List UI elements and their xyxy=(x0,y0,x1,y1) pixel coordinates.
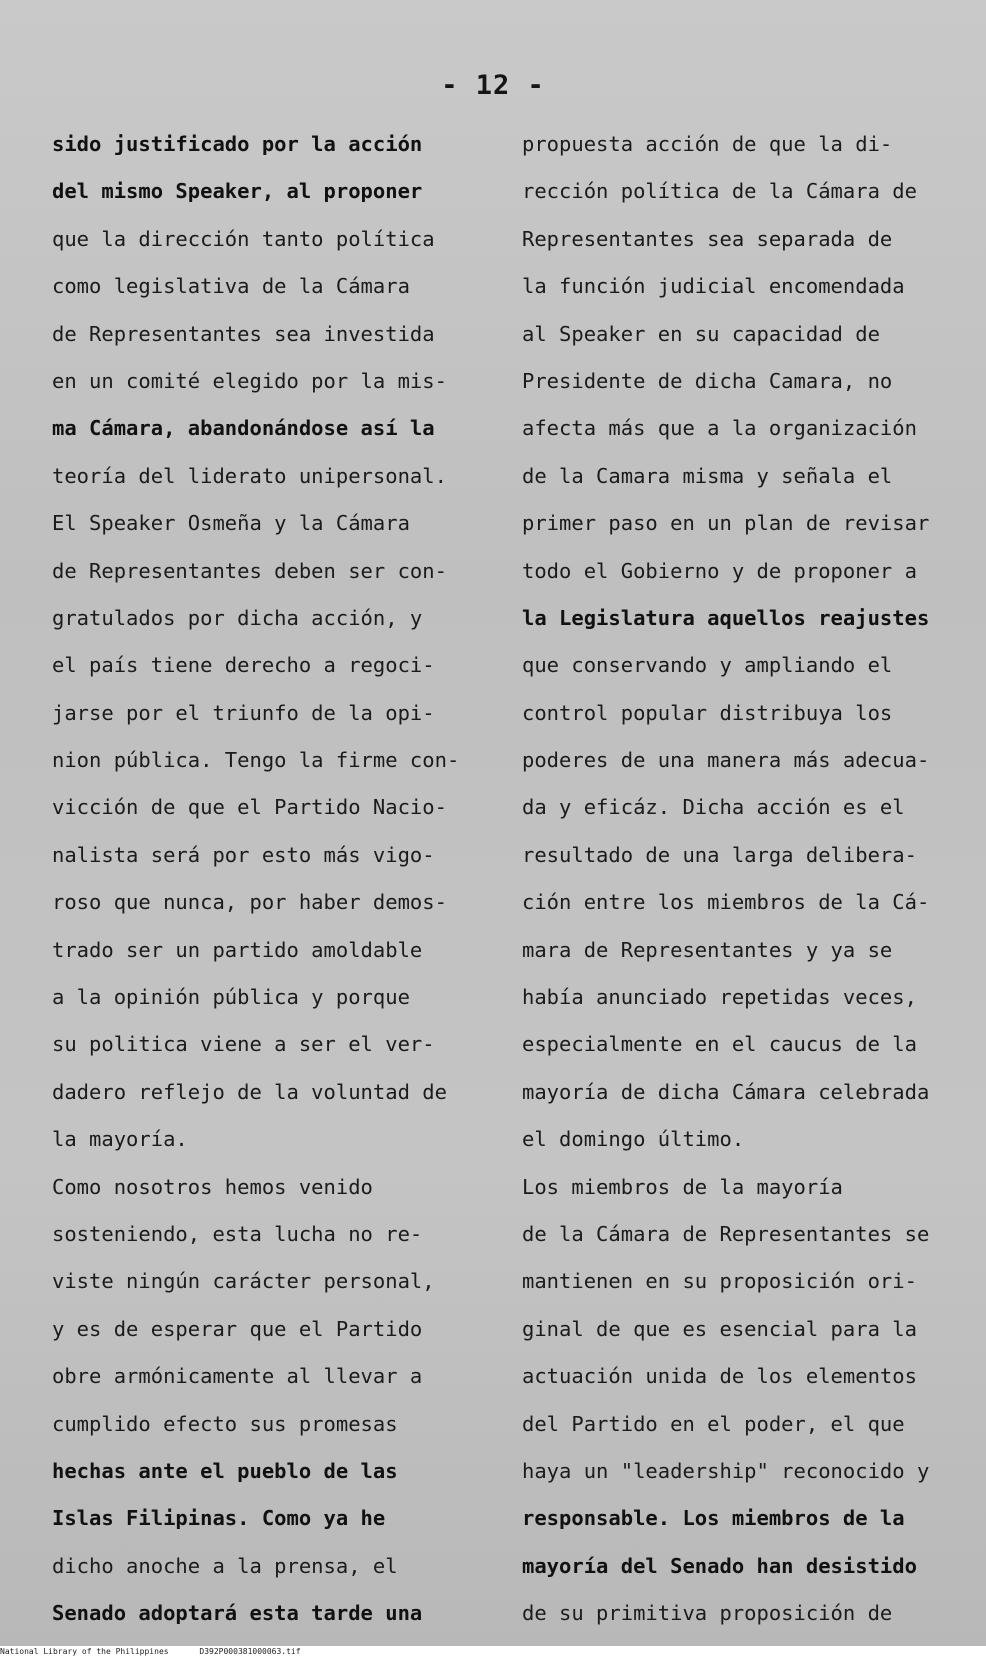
right-column-line: del Partido en el poder, el que xyxy=(522,1411,905,1436)
right-column-line: que conservando y ampliando el xyxy=(522,653,893,678)
left-column-line: dicho anoche a la prensa, el xyxy=(52,1553,398,1578)
right-column-line: actuación unida de los elementos xyxy=(522,1364,917,1389)
right-column-line: Los miembros de la mayoría xyxy=(522,1174,843,1199)
right-column xyxy=(522,121,967,1638)
left-column-line: nalista será por esto más vigo- xyxy=(52,842,435,867)
footer-library: National Library of the Philippines xyxy=(0,1647,169,1656)
page-number: - 12 - xyxy=(441,70,545,101)
left-column-line: de Representantes sea investida xyxy=(52,321,435,346)
left-column-line: dadero reflejo de la voluntad de xyxy=(52,1079,447,1104)
left-column-line: en un comité elegido por la mis- xyxy=(52,368,447,393)
left-column-line: el país tiene derecho a regoci- xyxy=(52,653,435,678)
left-column-line: jarse por el triunfo de la opi- xyxy=(52,700,435,725)
footer-file: D392P000381000063.tif xyxy=(199,1647,301,1656)
right-column-line: afecta más que a la organización xyxy=(522,416,917,441)
left-column-line: Islas Filipinas. Como ya he xyxy=(52,1506,386,1531)
right-column-line: la función judicial encomendada xyxy=(522,274,905,299)
left-column-line: del mismo Speaker, al proponer xyxy=(52,179,423,204)
left-column-line: cumplido efecto sus promesas xyxy=(52,1411,398,1436)
left-column-line: Senado adoptará esta tarde una xyxy=(52,1601,423,1626)
right-column-line: había anunciado repetidas veces, xyxy=(522,985,917,1010)
left-column-line: la mayoría. xyxy=(52,1127,188,1152)
right-column-line: control popular distribuya los xyxy=(522,700,893,725)
left-column-line: teoría del liderato unipersonal. xyxy=(52,463,447,488)
right-column-line: de la Camara misma y señala el xyxy=(522,463,893,488)
right-column-line: todo el Gobierno y de proponer a xyxy=(522,558,917,583)
right-column-line: da y eficáz. Dicha acción es el xyxy=(522,795,905,820)
right-column-line: mayoría del Senado han desistido xyxy=(522,1553,917,1578)
right-column-line: rección política de la Cámara de xyxy=(522,179,917,204)
right-column-line: ción entre los miembros de la Cá- xyxy=(522,890,930,915)
right-column-line: la Legislatura aquellos reajustes xyxy=(522,605,930,630)
left-column-line: roso que nunca, por haber demos- xyxy=(52,890,447,915)
scan-footer xyxy=(0,1646,986,1658)
right-column-line: mayoría de dicha Cámara celebrada xyxy=(522,1079,930,1104)
right-column-line: de su primitiva proposición de xyxy=(522,1601,893,1626)
right-column-line: responsable. Los miembros de la xyxy=(522,1506,905,1531)
right-column-line: resultado de una larga delibera- xyxy=(522,842,917,867)
left-column-line: como legislativa de la Cámara xyxy=(52,274,410,299)
left-column-line: que la dirección tanto política xyxy=(52,226,435,251)
left-column-line: ma Cámara, abandonándose así la xyxy=(52,416,435,441)
left-column-line: trado ser un partido amoldable xyxy=(52,937,423,962)
right-column-line: haya un "leadership" reconocido y xyxy=(522,1458,930,1483)
right-column-line: poderes de una manera más adecua- xyxy=(522,748,930,773)
right-column-line: Presidente de dicha Camara, no xyxy=(522,368,893,393)
left-column-line: viste ningún carácter personal, xyxy=(52,1269,435,1294)
left-column-line: sido justificado por la acción xyxy=(52,132,423,156)
right-column-line: especialmente en el caucus de la xyxy=(522,1032,917,1057)
left-column-line: El Speaker Osmeña y la Cámara xyxy=(52,511,410,536)
right-column-line: primer paso en un plan de revisar xyxy=(522,511,930,536)
left-column-line: su politica viene a ser el ver- xyxy=(52,1032,435,1057)
right-column-line: Representantes sea separada de xyxy=(522,226,893,251)
left-column-line: de Representantes deben ser con- xyxy=(52,558,447,583)
left-column-line: vicción de que el Partido Nacio- xyxy=(52,795,447,820)
left-column-line: obre armónicamente al llevar a xyxy=(52,1364,423,1389)
right-column-line: mara de Representantes y ya se xyxy=(522,937,893,962)
left-column-line: sosteniendo, esta lucha no re- xyxy=(52,1221,423,1246)
right-column-line: al Speaker en su capacidad de xyxy=(522,321,880,346)
right-column-line: el domingo último. xyxy=(522,1127,745,1152)
right-column-line: mantienen en su proposición ori- xyxy=(522,1269,917,1294)
right-column-line: de la Cámara de Representantes se xyxy=(522,1221,930,1246)
right-column-line: ginal de que es esencial para la xyxy=(522,1316,917,1341)
left-column-line: a la opinión pública y porque xyxy=(52,985,410,1010)
left-column-line: hechas ante el pueblo de las xyxy=(52,1458,398,1483)
left-column-line: Como nosotros hemos venido xyxy=(52,1174,373,1199)
left-column xyxy=(52,121,492,1638)
left-column-line: nion pública. Tengo la firme con- xyxy=(52,748,460,773)
right-column-line: propuesta acción de que la di- xyxy=(522,132,893,156)
left-column-line: gratulados por dicha acción, y xyxy=(52,605,423,630)
left-column-line: y es de esperar que el Partido xyxy=(52,1316,423,1341)
